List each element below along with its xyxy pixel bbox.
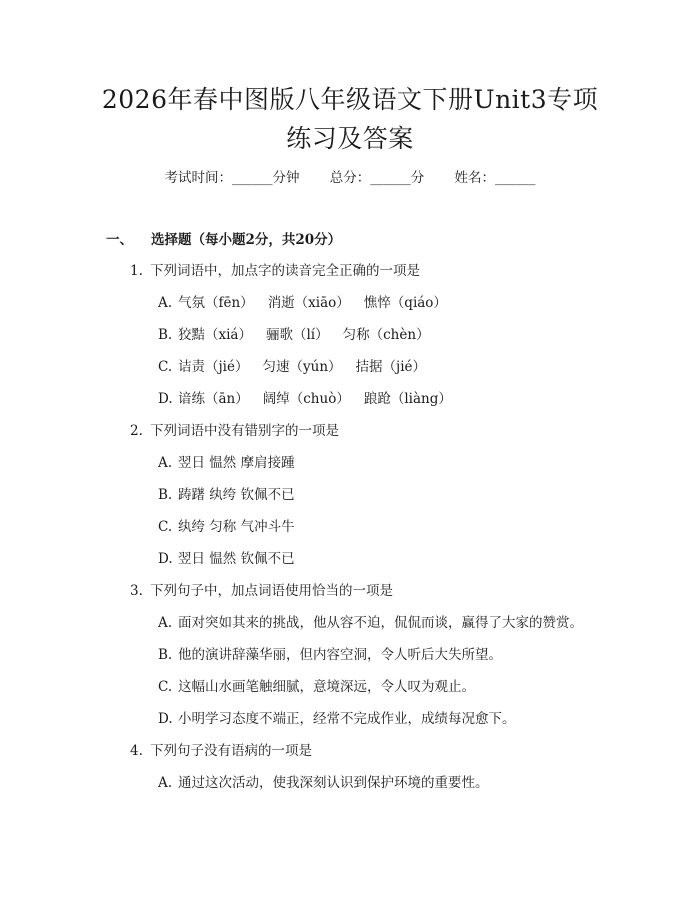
option-3c [158,678,475,696]
option-4a [158,774,489,792]
option-word: 匀速（yún） [262,359,342,375]
option-word: 狡黠（xiá） [178,327,252,343]
option-word: 拮据（jié） [355,359,427,375]
option-2a [158,454,295,472]
question-text: 下列句子中，加点词语使用恰当的一项是 [150,583,393,599]
option-2b [158,486,295,504]
option-letter: A. [158,295,173,311]
question-2 [130,422,339,440]
option-text: 纨绔 匀称 气冲斗牛 [178,519,295,535]
question-3 [130,582,393,600]
option-text: 这幅山水画笔触细腻，意境深远，令人叹为观止。 [178,679,475,695]
option-word: 阔绰（chuò） [262,391,350,407]
section-number: 一、 [106,232,133,248]
option-letter: C. [158,359,173,375]
question-number: 3. [130,583,143,599]
question-text: 下列词语中，加点字的读音完全正确的一项是 [150,263,420,279]
section-heading [106,231,341,249]
option-1a [158,294,447,312]
option-3b [158,646,502,664]
option-word: 气氛（fēn） [178,295,254,311]
option-word: 消逝（xiāo） [267,295,350,311]
option-letter: B. [158,327,173,343]
option-letter: D. [158,391,173,407]
option-letter: A. [158,455,173,471]
option-word: 谙练（ān） [178,391,249,407]
option-word: 诘责（jié） [178,359,249,375]
exam-student-name: 姓名：______ [454,170,536,186]
option-3a [158,614,583,632]
question-4 [130,742,312,760]
exam-meta [0,169,700,187]
option-letter: B. [158,487,173,503]
option-text: 翌日 愠然 钦佩不已 [178,551,295,567]
option-2d [158,550,295,568]
option-text: 翌日 愠然 摩肩接踵 [178,455,295,471]
option-1b [158,326,430,344]
question-text: 下列句子没有语病的一项是 [150,743,312,759]
option-word: 匀称（chèn） [342,327,430,343]
option-letter: D. [158,551,173,567]
option-letter: C. [158,679,173,695]
option-3d [158,710,516,728]
option-word: 骊歌（lí） [265,327,329,343]
question-number: 4. [130,743,143,759]
question-number: 1. [130,263,143,279]
option-letter: D. [158,711,173,727]
option-letter: A. [158,775,173,791]
option-text: 小明学习态度不端正，经常不完成作业，成绩每况愈下。 [178,711,516,727]
option-letter: A. [158,615,173,631]
option-2c [158,518,295,536]
option-text: 通过这次活动，使我深刻认识到保护环境的重要性。 [178,775,489,791]
option-letter: B. [158,647,173,663]
option-text: 他的演讲辞藻华丽，但内容空洞，令人听后大失所望。 [178,647,502,663]
option-1d [158,390,452,408]
option-1c [158,358,426,376]
question-number: 2. [130,423,143,439]
option-word: 踉跄（liàng） [363,391,452,407]
question-1 [130,262,420,280]
section-title: 选择题（每小题2分，共20分） [151,232,342,248]
doc-title-line1: 2026年春中图版八年级语文下册Unit3专项 [101,85,599,114]
doc-title-line2: 练习及答案 [286,124,414,153]
option-text: 踌躇 纨绔 钦佩不已 [178,487,295,503]
question-text: 下列词语中没有错别字的一项是 [150,423,339,439]
exam-total-score: 总分：______分 [329,170,425,186]
option-text: 面对突如其来的挑战，他从容不迫，侃侃而谈，赢得了大家的赞赏。 [178,615,583,631]
exam-time: 考试时间：______分钟 [164,170,300,186]
option-word: 憔悴（qiáo） [363,295,447,311]
option-letter: C. [158,519,173,535]
